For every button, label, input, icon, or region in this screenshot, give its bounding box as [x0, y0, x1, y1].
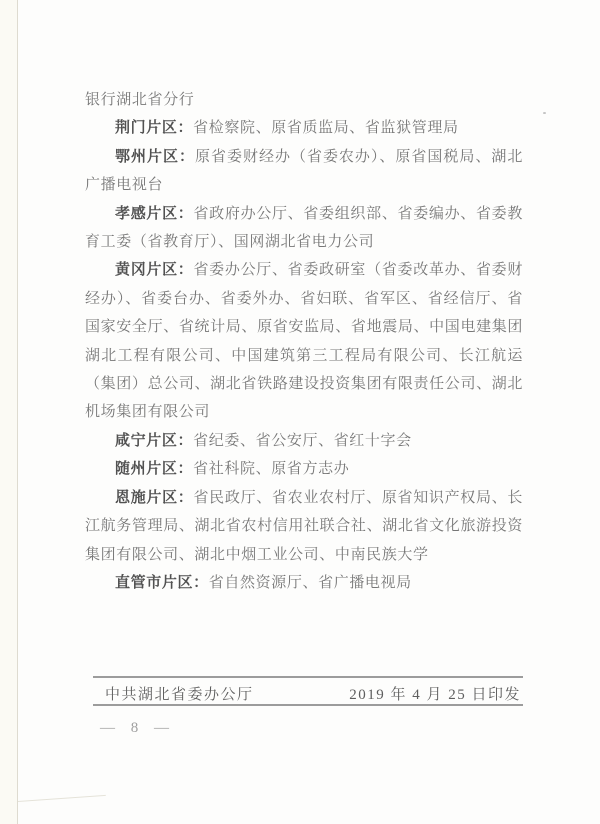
district-label: 孝感片区： [115, 205, 194, 222]
paragraph-text: 省社科院、原省方志办 [193, 461, 350, 478]
document-footer [93, 682, 523, 704]
district-label: 荆门片区： [115, 120, 194, 137]
district-label: 恩施片区： [115, 489, 194, 506]
paragraph-text: 原省委财经办（省委农办）、原省国税局、湖北广播电视台 [85, 148, 523, 194]
district-label: 随州片区： [115, 461, 194, 478]
scan-left-edge-shadow [0, 0, 18, 824]
paragraph-text: 省政府办公厅、省委组织部、省委编办、省委教育工委（省教育厅）、国网湖北省电力公司 [85, 205, 523, 251]
district-label: 黄冈片区： [115, 262, 194, 279]
paragraph-text: 银行湖北省分行 [85, 92, 195, 108]
body-paragraph [85, 569, 523, 597]
page-number: — 8 — [100, 720, 175, 736]
footer-print-date: 2019 年 4 月 25 日印发 [349, 686, 521, 703]
footer-issuer: 中共湖北省委办公厅 [105, 686, 254, 703]
body-paragraph [85, 484, 523, 569]
paragraph-text: 省纪委、省公安厅、省红十字会 [193, 432, 412, 449]
district-label: 咸宁片区： [115, 432, 194, 449]
body-paragraph [85, 86, 523, 114]
body-paragraph [85, 427, 523, 455]
paragraph-text: 省检察院、原省质监局、省监狱管理局 [193, 120, 459, 137]
footer-rule-top [93, 676, 523, 678]
paragraph-text: 省自然资源厅、省广播电视局 [208, 574, 412, 591]
paragraph-text: 省委办公厅、省委政研室（省委改革办、省委财经办）、省委台办、省委外办、省妇联、省军区、省经信厅、省国家安全厅、省统计局、原省安监局、省地震局、中国电建集团湖北工程有限公司、中国建筑第三工程局有限公司、长江航运（集团）总公司、湖北省铁路建设投资集团有限责任公司、湖北机场集团有限公司 [85, 262, 523, 421]
footer-rule-bottom [93, 704, 523, 706]
document-body [85, 86, 523, 597]
body-paragraph [85, 143, 523, 200]
district-label: 鄂州片区： [115, 148, 195, 165]
paragraph-text: 省民政厅、省农业农村厅、原省知识产权局、长江航务管理局、湖北省农村信用社联合社、湖北省文化旅游投资集团有限公司、湖北中烟工业公司、中南民族大学 [85, 489, 523, 563]
district-label: 直管市片区： [115, 574, 209, 591]
body-paragraph [85, 200, 523, 257]
scan-speck [543, 112, 546, 114]
scan-corner-shadow [18, 795, 106, 802]
body-paragraph [85, 114, 523, 142]
body-paragraph [85, 256, 523, 426]
body-paragraph [85, 455, 523, 483]
